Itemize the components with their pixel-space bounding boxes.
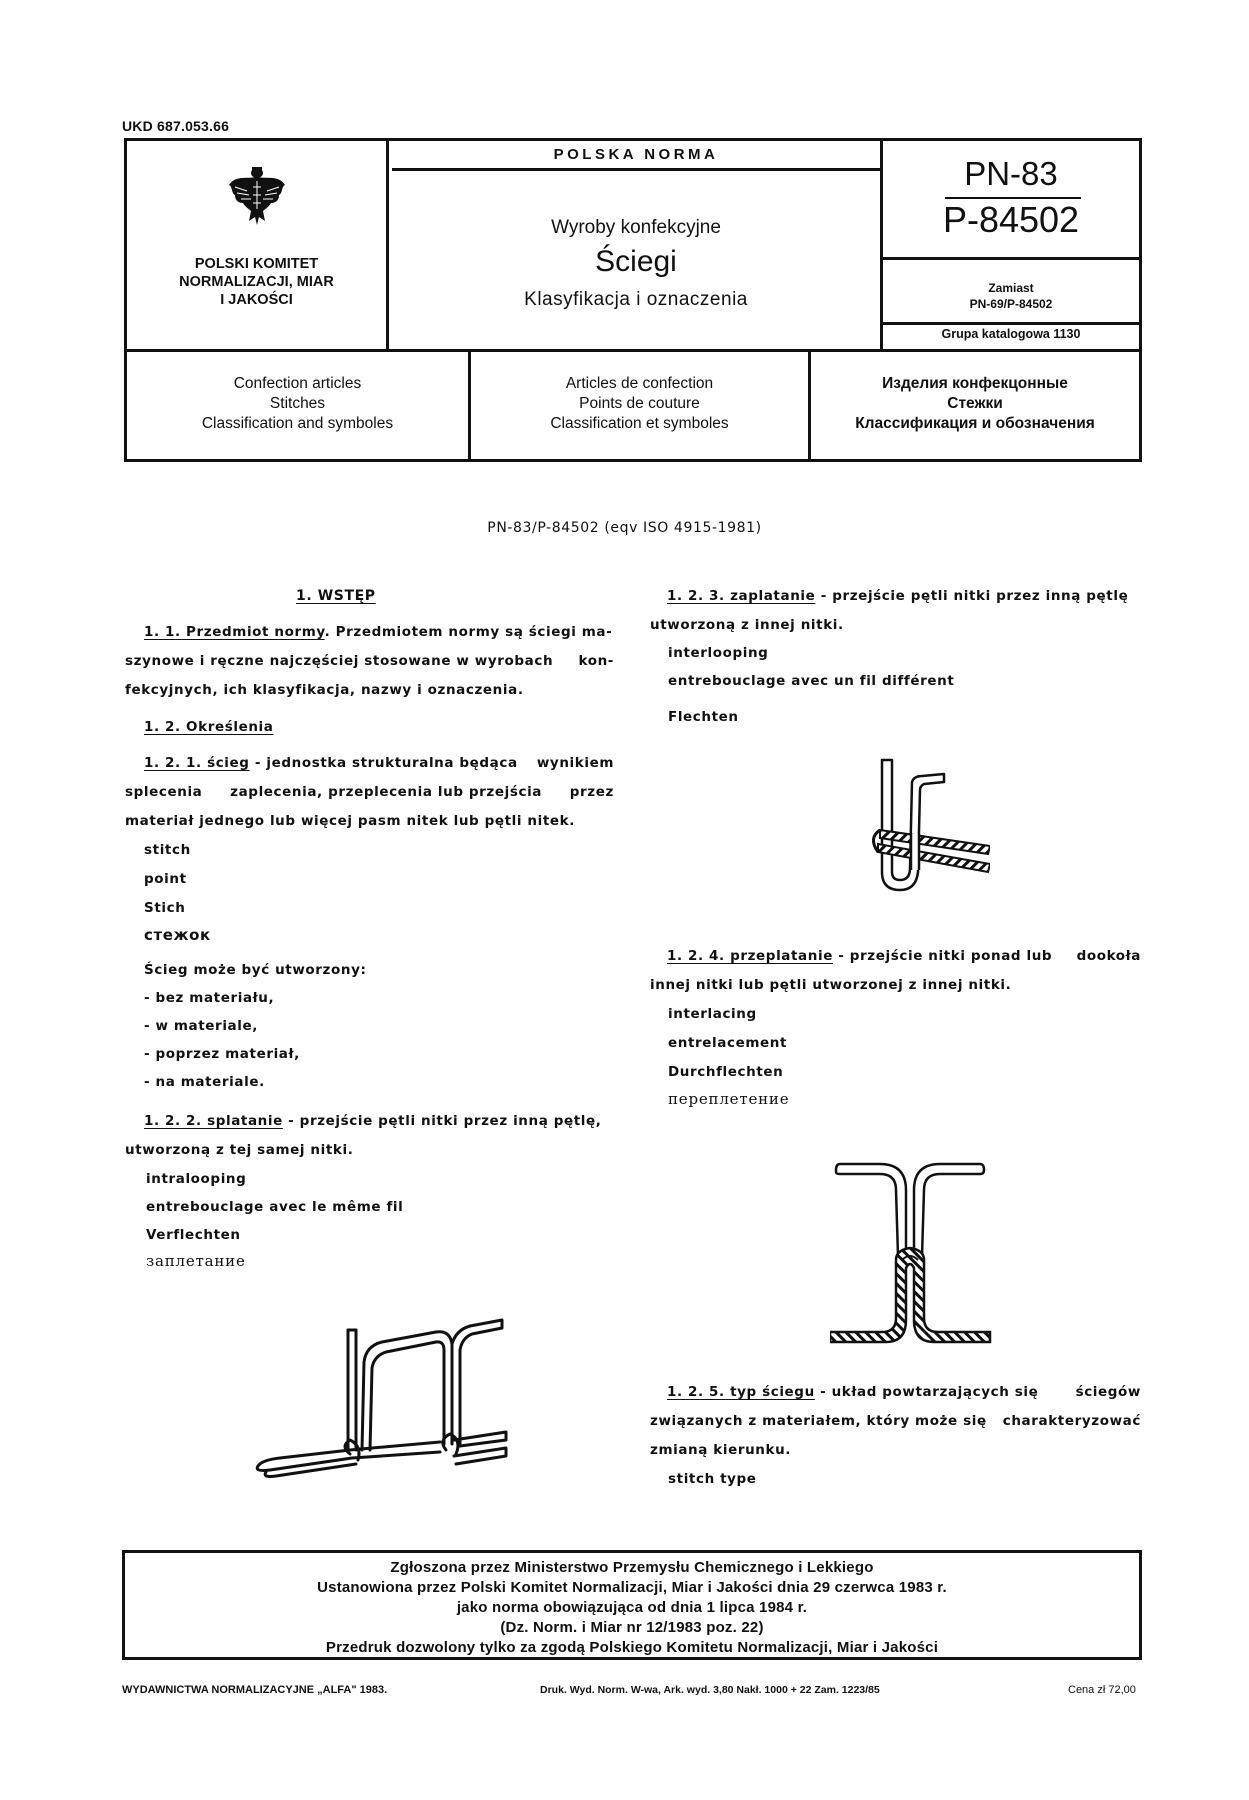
clause-1-2-5-line1: 1. 2. 5. typ ściegu - układ powtarzających się ściegów	[667, 1384, 1141, 1400]
standard-year: PN-83	[964, 155, 1058, 192]
clause-1-2-1-line2: splecenia zaplecenia, przeplecenia lub przejścia przez	[125, 784, 614, 800]
committee-cell	[127, 141, 389, 349]
term-en: stitch	[144, 842, 191, 858]
term-de: Durchflechten	[668, 1064, 784, 1080]
clause-1-2-5-line2: związanych z materiałem, który może się charakteryzować	[650, 1413, 1141, 1429]
term-en: intralooping	[146, 1171, 247, 1187]
document-title: Ściegi	[595, 245, 677, 278]
russian-title: Изделия конфекцонные Стежки Классификация и обозначения	[855, 375, 1095, 432]
stitch-note: Ścieg może być utworzony:	[144, 962, 367, 978]
polish-eagle-emblem-icon	[227, 165, 287, 227]
clause-number: 1. 1. Przedmiot normy	[144, 624, 325, 640]
french-title: Articles de confection Points de couture Classification et symboles	[471, 352, 811, 459]
standard-number-cell	[880, 141, 1139, 349]
intralooping-diagram-icon	[240, 1300, 530, 1480]
term-ru: заплетание	[146, 1252, 246, 1270]
replaces-cell: Zamiast PN-69/P-84502	[883, 257, 1139, 325]
paragraph-1-1-line3: fekcyjnych, ich klasyfikacja, nazwy i oznaczenia.	[125, 682, 524, 698]
term-fr: entrelacement	[668, 1035, 788, 1051]
clause-1-2-3-line2: utworzoną z innej nitki.	[650, 617, 844, 633]
term-fr: point	[144, 871, 187, 887]
clause-1-2-3-line1: 1. 2. 3. zaplatanie - przejście pętli nitki przez inną pętlę	[667, 588, 1129, 604]
clause-1-2-heading: 1. 2. Określenia	[144, 719, 274, 735]
clause-1-2-2-line2: utworzoną z tej samej nitki.	[125, 1142, 354, 1158]
term-en: interlooping	[668, 645, 769, 661]
list-item: - w materiale,	[144, 1018, 258, 1034]
clause-1-2-1-line1: 1. 2. 1. ścieg - jednostka strukturalna będąca wynikiem	[144, 755, 614, 771]
catalog-group: Grupa katalogowa 1130	[941, 327, 1081, 341]
paragraph-1-1-line2: szynowe i ręczne najczęściej stosowane w wyrobach kon-	[125, 653, 614, 669]
approval-box: Zgłoszona przez Ministerstwo Przemysłu Chemicznego i Lekkiego Ustanowiona przez Polski Komitet Normalizacji, Miar i Jakości dnia 29 czerwca 1983 r. jako norma obowiązująca od dnia 1 lipca 1984 r. (Dz. Norm. i Miar nr 12/1983 poz. 22) Przedruk dozwolony tylko za zgodą Polskiego Komitetu Normalizacji, Miar i Jakości	[122, 1550, 1142, 1660]
term-en: stitch type	[668, 1471, 757, 1487]
list-item: - na materiale.	[144, 1074, 265, 1090]
term-fr: entrebouclage avec un fil différent	[668, 673, 955, 689]
print-info: Druk. Wyd. Norm. W-wa, Ark. wyd. 3,80 Nakł. 1000 + 22 Zam. 1223/85	[540, 1684, 880, 1696]
term-ru: переплетение	[668, 1090, 790, 1108]
english-title: Confection articles Stitches Classification and symboles	[127, 352, 471, 459]
price: Cena zł 72,00	[1068, 1684, 1136, 1696]
standard-number: P-84502	[942, 199, 1080, 240]
clause-1-2-2-line1: 1. 2. 2. splatanie - przejście pętli nitki przez inną pętlę,	[144, 1113, 602, 1129]
publisher: WYDAWNICTWA NORMALIZACYJNE „ALFA" 1983.	[122, 1684, 388, 1696]
title-cell	[392, 141, 880, 349]
term-ru: стежок	[144, 926, 211, 944]
ukd-code: UKD 687.053.66	[122, 118, 230, 134]
term-de: Flechten	[668, 709, 739, 725]
clause-1-2-1-line3: materiał jednego lub więcej pasm nitek lub pętli nitek.	[125, 813, 575, 829]
subject: Wyroby konfekcyjne	[551, 217, 721, 238]
document-subtitle: Klasyfikacja i oznaczenia	[524, 289, 748, 310]
term-en: interlacing	[668, 1006, 757, 1022]
term-fr: entrebouclage avec le même fil	[146, 1199, 404, 1215]
interlacing-diagram-icon	[830, 1160, 1010, 1350]
committee-name: POLSKI KOMITET NORMALIZACJI, MIAR I JAKOŚCI	[179, 256, 334, 308]
interlooping-diagram-icon	[840, 750, 990, 900]
list-item: - bez materiału,	[144, 990, 275, 1006]
clause-1-2-4-line2: innej nitki lub pętli utworzonej z innej nitki.	[650, 977, 1012, 993]
translations-row	[124, 352, 1142, 462]
section-heading-intro: 1. WSTĘP	[296, 588, 376, 604]
paragraph-1-1: 1. 1. Przedmiot normy. Przedmiotem normy są ściegi ma-	[144, 624, 613, 640]
list-item: - poprzez materiał,	[144, 1046, 300, 1062]
clause-1-2-4-line1: 1. 2. 4. przeplatanie - przejście nitki ponad lub dookoła	[667, 948, 1141, 964]
term-de: Verflechten	[146, 1227, 241, 1243]
header-box	[124, 138, 1142, 352]
clause-1-2-5-line3: zmianą kierunku.	[650, 1442, 792, 1458]
iso-equivalence: PN-83/P-84502 (eqv ISO 4915-1981)	[487, 520, 762, 536]
polska-norma-label: POLSKA NORMA	[392, 141, 880, 171]
term-de: Stich	[144, 900, 186, 916]
